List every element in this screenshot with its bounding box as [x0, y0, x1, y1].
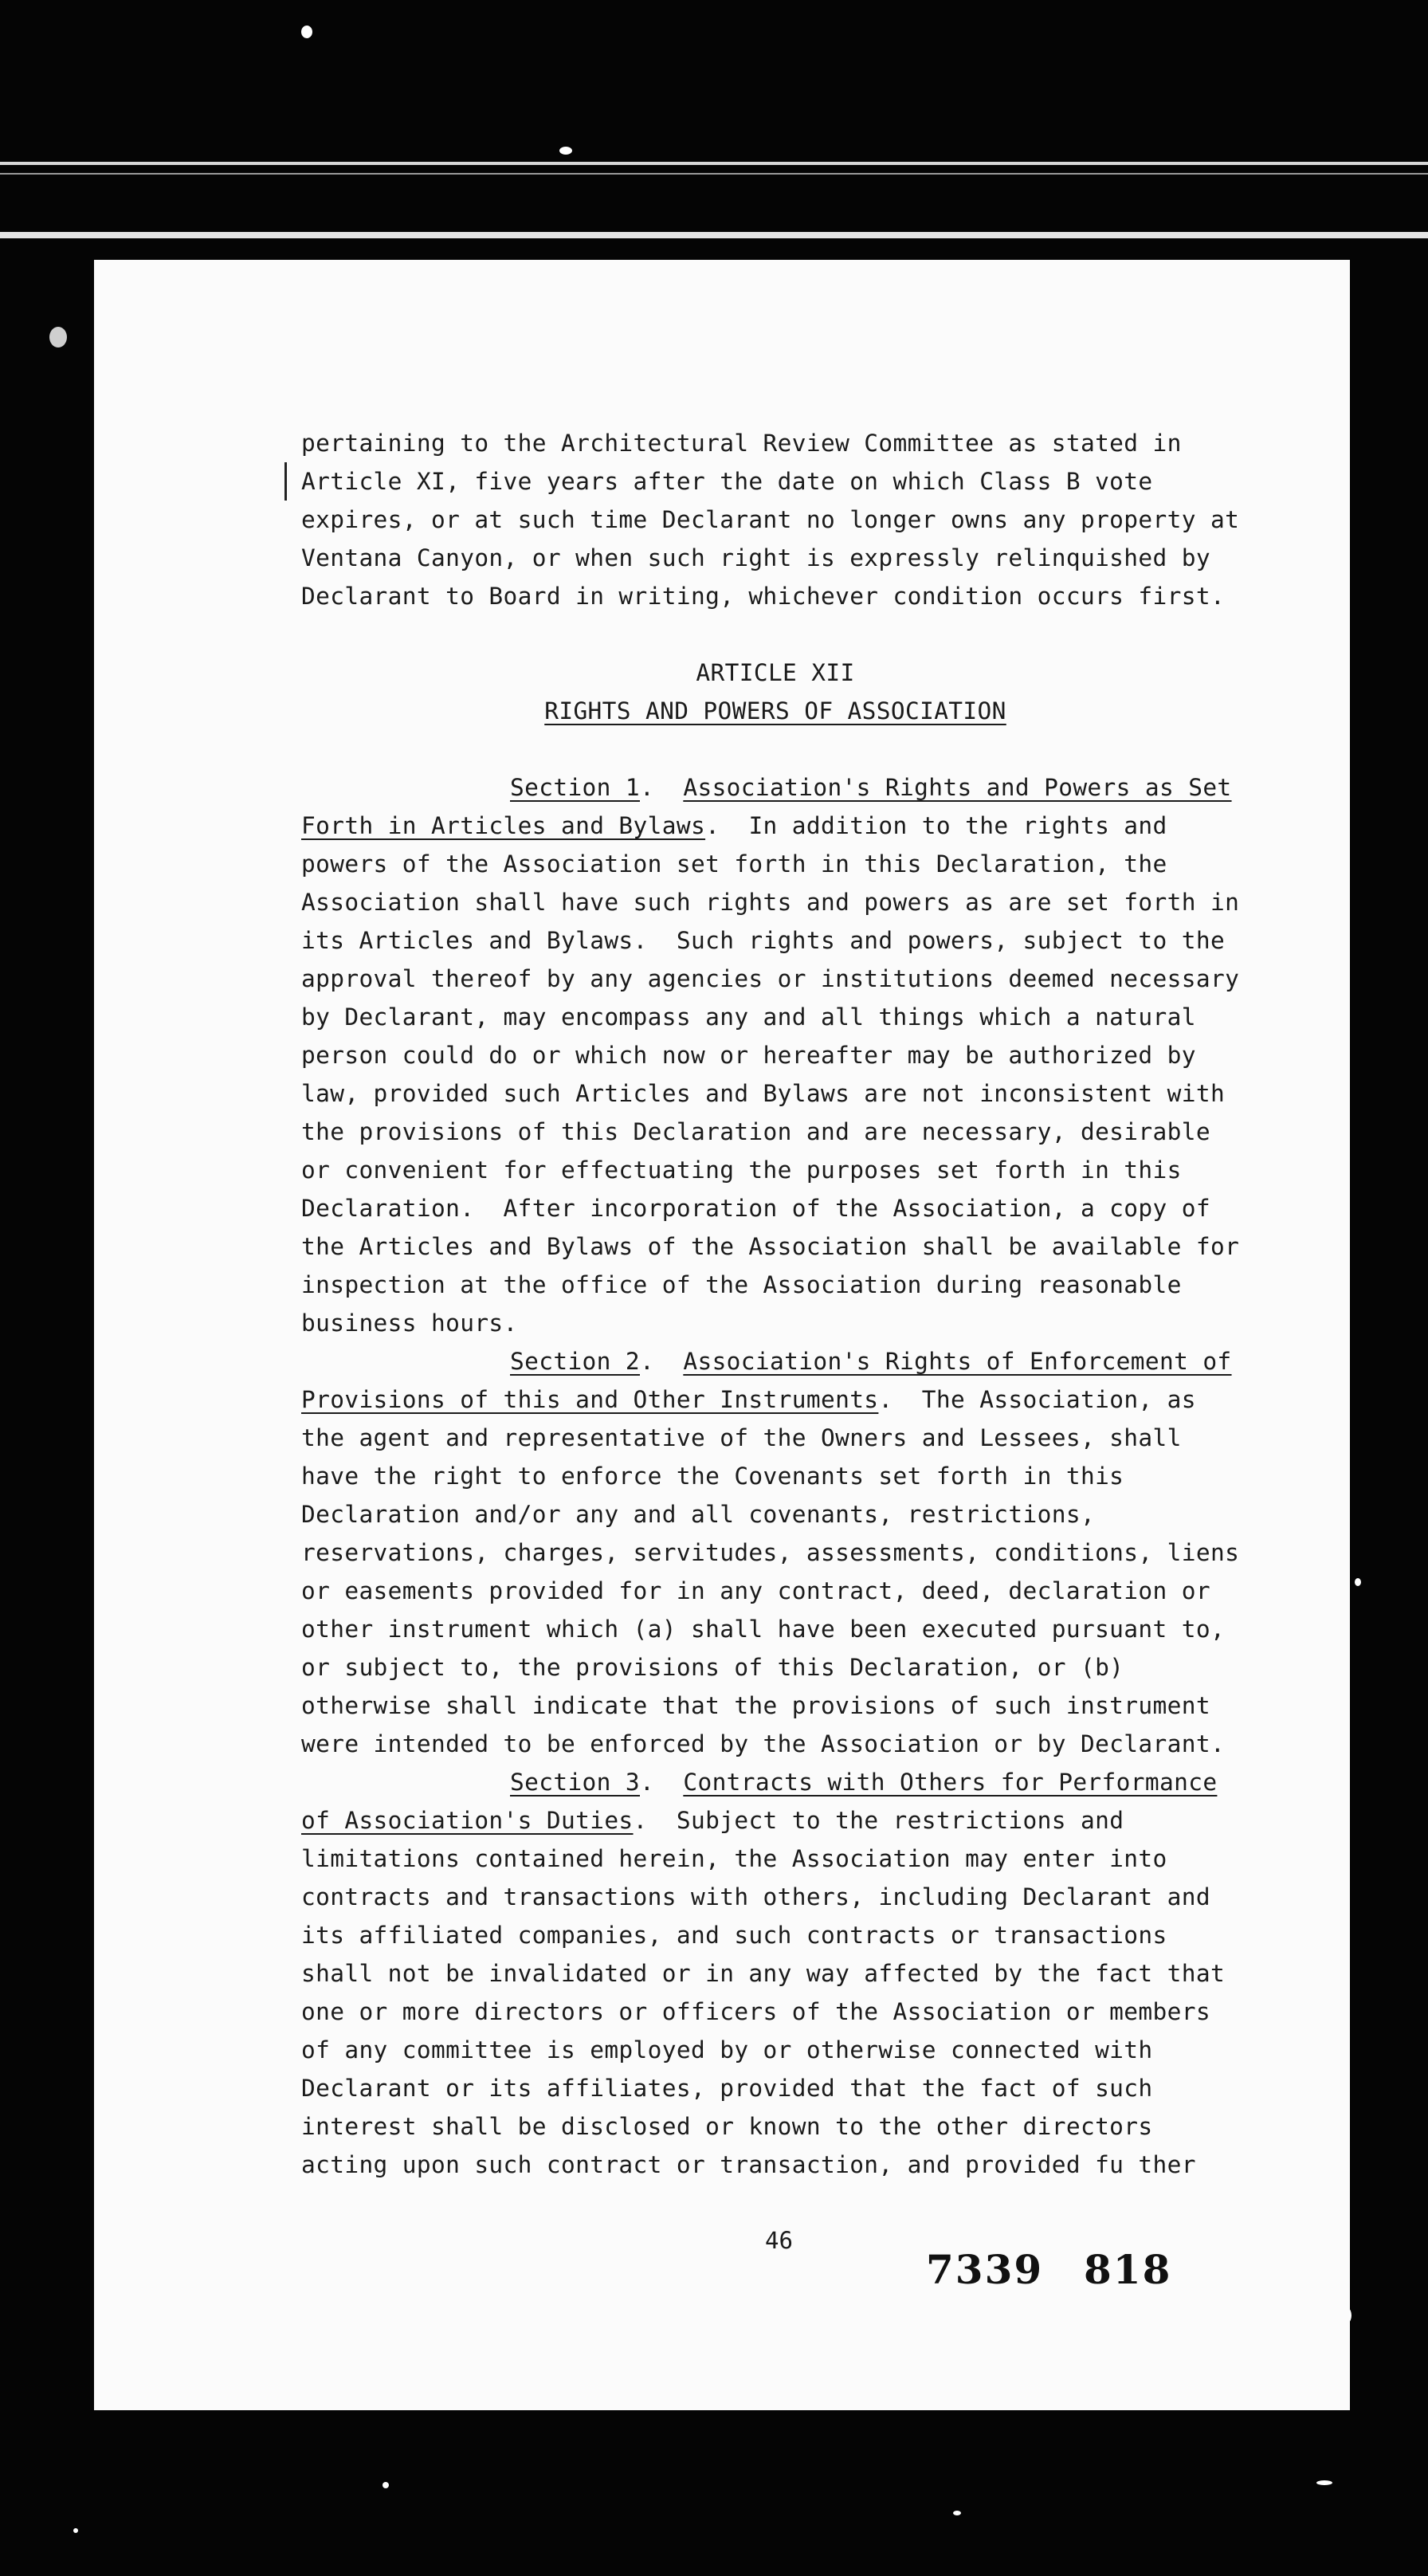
- section-1-line: business hours.: [301, 1310, 518, 1337]
- section-3-line: contracts and transactions with others, including Declarant and: [301, 1883, 1210, 1910]
- article-number: ARTICLE XII: [696, 659, 855, 686]
- section-3-label: Section 3: [510, 1769, 640, 1796]
- section-2-heading: Section 2. Association's Rights of Enforcement of: [510, 1348, 1232, 1375]
- section-2-line: Declaration and/or any and all covenants, restrictions,: [301, 1501, 1096, 1528]
- section-1-line: the provisions of this Declaration and are necessary, desirable: [301, 1118, 1210, 1145]
- section-1-line: person could do or which now or hereafter may be authorized by: [301, 1042, 1196, 1069]
- section-2-label: Section 2: [510, 1348, 640, 1375]
- section-2-line: or easements provided for in any contract, deed, declaration or: [301, 1577, 1210, 1604]
- section-3-line: limitations contained herein, the Association may enter into: [301, 1845, 1167, 1872]
- scan-speck: [301, 26, 312, 38]
- section-3-line: shall not be invalidated or in any way affected by the fact that: [301, 1960, 1226, 1987]
- scan-speck: [382, 2482, 389, 2488]
- section-1-line: Association shall have such rights and powers as are set forth in: [301, 889, 1240, 916]
- section-3-heading-part1: Contracts with Others for Performance: [683, 1769, 1218, 1796]
- intro-line: Article XI, five years after the date on which Class B vote: [301, 468, 1153, 495]
- scan-speck: [559, 147, 572, 155]
- scanner-band-line-2: [0, 173, 1428, 175]
- margin-change-bar: [284, 462, 287, 501]
- section-2-line: otherwise shall indicate that the provisions of such instrument: [301, 1692, 1210, 1719]
- section-1-line: approval thereof by any agencies or institutions deemed necessary: [301, 965, 1240, 992]
- intro-line: Ventana Canyon, or when such right is expressly relinquished by: [301, 544, 1210, 571]
- document-body: [301, 424, 1281, 2184]
- article-title-text: RIGHTS AND POWERS OF ASSOCIATION: [544, 697, 1006, 724]
- section-3-heading: Section 3. Contracts with Others for Performance: [510, 1769, 1218, 1796]
- section-1-heading: Section 1. Association's Rights and Powers as Set: [510, 774, 1232, 801]
- section-2-line: other instrument which (a) shall have been executed pursuant to,: [301, 1616, 1226, 1643]
- section-2-line: have the right to enforce the Covenants set forth in this: [301, 1463, 1124, 1490]
- page-number: 46: [765, 2227, 793, 2254]
- scanner-band-line-3: [0, 232, 1428, 238]
- section-3-line: one or more directors or officers of the Association or members: [301, 1998, 1210, 2025]
- intro-line: Declarant to Board in writing, whichever condition occurs first.: [301, 583, 1226, 610]
- section-1-line: or convenient for effectuating the purposes set forth in this: [301, 1156, 1182, 1184]
- section-3-heading-part2: of Association's Duties: [301, 1807, 634, 1834]
- section-3-first-line-rest: Subject to the restrictions and: [647, 1807, 1124, 1834]
- section-1-line: its Articles and Bylaws. Such rights and powers, subject to the: [301, 927, 1226, 954]
- section-1-line: by Declarant, may encompass any and all things which a natural: [301, 1003, 1196, 1031]
- section-1-line: inspection at the office of the Association during reasonable: [301, 1271, 1182, 1298]
- section-2-line: or subject to, the provisions of this Declaration, or (b): [301, 1654, 1124, 1681]
- section-1-line: powers of the Association set forth in this Declaration, the: [301, 850, 1167, 878]
- scan-speck: [49, 327, 67, 348]
- section-1-line: Declaration. After incorporation of the Association, a copy of: [301, 1195, 1210, 1222]
- section-2-line: were intended to be enforced by the Association or by Declarant.: [301, 1730, 1226, 1757]
- intro-line: pertaining to the Architectural Review Committee as stated in: [301, 430, 1182, 457]
- section-1-first-line-rest: In addition to the rights and: [720, 812, 1167, 839]
- scan-speck: [953, 2511, 961, 2515]
- section-2-heading-part2: Provisions of this and Other Instruments: [301, 1386, 879, 1413]
- section-2-heading-continued: Provisions of this and Other Instruments. The Association, as: [301, 1386, 1196, 1413]
- article-title: [301, 692, 1281, 730]
- section-3-heading-continued: of Association's Duties. Subject to the restrictions and: [301, 1807, 1124, 1834]
- section-2-first-line-rest: The Association, as: [892, 1386, 1196, 1413]
- section-2-line: the agent and representative of the Owners and Lessees, shall: [301, 1424, 1182, 1451]
- section-1-heading-part1: Association's Rights and Powers as Set: [683, 774, 1232, 801]
- section-2-heading-part1: Association's Rights of Enforcement of: [683, 1348, 1232, 1375]
- section-3-line: its affiliated companies, and such contracts or transactions: [301, 1922, 1167, 1949]
- intro-line: expires, or at such time Declarant no longer owns any property at: [301, 506, 1240, 533]
- section-3-line: of any committee is employed by or otherwise connected with: [301, 2036, 1153, 2064]
- stamp-right-number: 818: [1084, 2246, 1172, 2293]
- stamp-left-number: 7339: [926, 2246, 1044, 2293]
- scan-speck: [1316, 2480, 1332, 2485]
- section-2-line: reservations, charges, servitudes, assessments, conditions, liens: [301, 1539, 1240, 1566]
- section-1-line: the Articles and Bylaws of the Association shall be available for: [301, 1233, 1240, 1260]
- section-1-heading-part2: Forth in Articles and Bylaws: [301, 812, 706, 839]
- section-1-heading-continued: Forth in Articles and Bylaws. In addition to the rights and: [301, 812, 1167, 839]
- scan-speck: [73, 2528, 78, 2533]
- section-3-line: acting upon such contract or transaction, and provided fu ther: [301, 2151, 1196, 2178]
- section-3-line: Declarant or its affiliates, provided that the fact of such: [301, 2075, 1153, 2102]
- scanner-band-line-1: [0, 162, 1428, 165]
- section-1-line: law, provided such Articles and Bylaws are not inconsistent with: [301, 1080, 1226, 1107]
- scan-speck: [1355, 1578, 1361, 1586]
- section-3-line: interest shall be disclosed or known to the other directors: [301, 2113, 1153, 2140]
- section-1-label: Section 1: [510, 774, 640, 801]
